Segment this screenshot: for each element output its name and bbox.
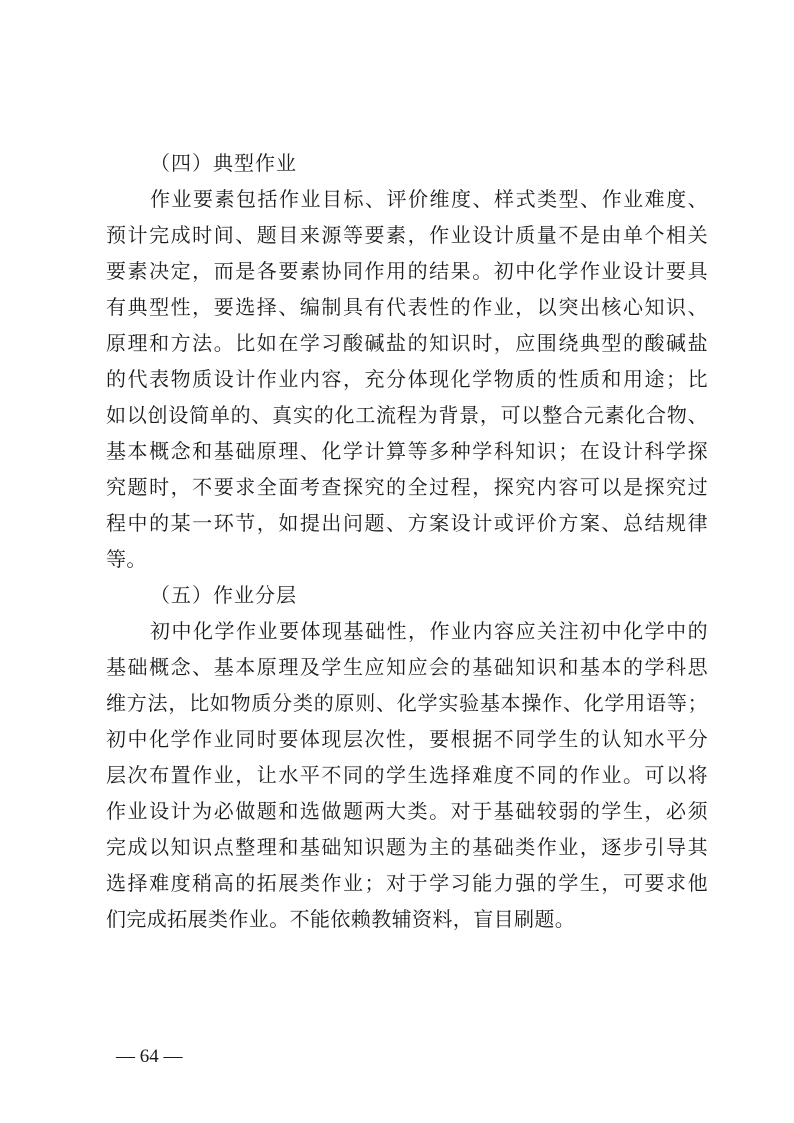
paragraph-line: 们完成拓展类作业。不能依赖教辅资料，盲目刷题。 <box>106 907 576 931</box>
paragraph-line: 程中的某一环节，如提出问题、方案设计或评价方案、总结规律 <box>106 511 708 535</box>
document-body <box>106 145 708 937</box>
paragraph-line: 预计完成时间、题目来源等要素，作业设计质量不是由单个相关 <box>106 223 708 247</box>
paragraph-line: 维方法，比如物质分类的原则、化学实验基本操作、化学用语等； <box>106 691 708 715</box>
section-4-paragraph <box>106 181 708 577</box>
section-heading-4: （四）典型作业 <box>150 151 297 175</box>
paragraph-line: 作业要素包括作业目标、评价维度、样式类型、作业难度、 <box>150 187 708 211</box>
paragraph-line: 层次布置作业，让水平不同的学生选择难度不同的作业。可以将 <box>106 763 708 787</box>
page-number: — 64 — <box>116 1046 183 1067</box>
section-heading-5: （五）作业分层 <box>150 583 297 607</box>
paragraph-line: 的代表物质设计作业内容，充分体现化学物质的性质和用途；比 <box>106 367 708 391</box>
paragraph-line: 等。 <box>106 547 147 571</box>
paragraph-line: 初中化学作业同时要体现层次性，要根据不同学生的认知水平分 <box>106 727 708 751</box>
paragraph-line: 要素决定，而是各要素协同作用的结果。初中化学作业设计要具 <box>106 259 708 283</box>
section-5-paragraph <box>106 613 708 937</box>
paragraph-line: 基本概念和基础原理、化学计算等多种学科知识；在设计科学探 <box>106 439 708 463</box>
paragraph-line: 如以创设简单的、真实的化工流程为背景，可以整合元素化合物、 <box>106 403 708 427</box>
paragraph-line: 初中化学作业要体现基础性，作业内容应关注初中化学中的 <box>150 619 708 643</box>
paragraph-line: 基础概念、基本原理及学生应知应会的基础知识和基本的学科思 <box>106 655 708 679</box>
paragraph-line: 原理和方法。比如在学习酸碱盐的知识时，应围绕典型的酸碱盐 <box>106 331 708 355</box>
paragraph-line: 有典型性，要选择、编制具有代表性的作业，以突出核心知识、 <box>106 295 708 319</box>
paragraph-line: 作业设计为必做题和选做题两大类。对于基础较弱的学生，必须 <box>106 799 708 823</box>
paragraph-line: 选择难度稍高的拓展类作业；对于学习能力强的学生，可要求他 <box>106 871 708 895</box>
paragraph-line: 完成以知识点整理和基础知识题为主的基础类作业，逐步引导其 <box>106 835 708 859</box>
paragraph-line: 究题时，不要求全面考查探究的全过程，探究内容可以是探究过 <box>106 475 708 499</box>
